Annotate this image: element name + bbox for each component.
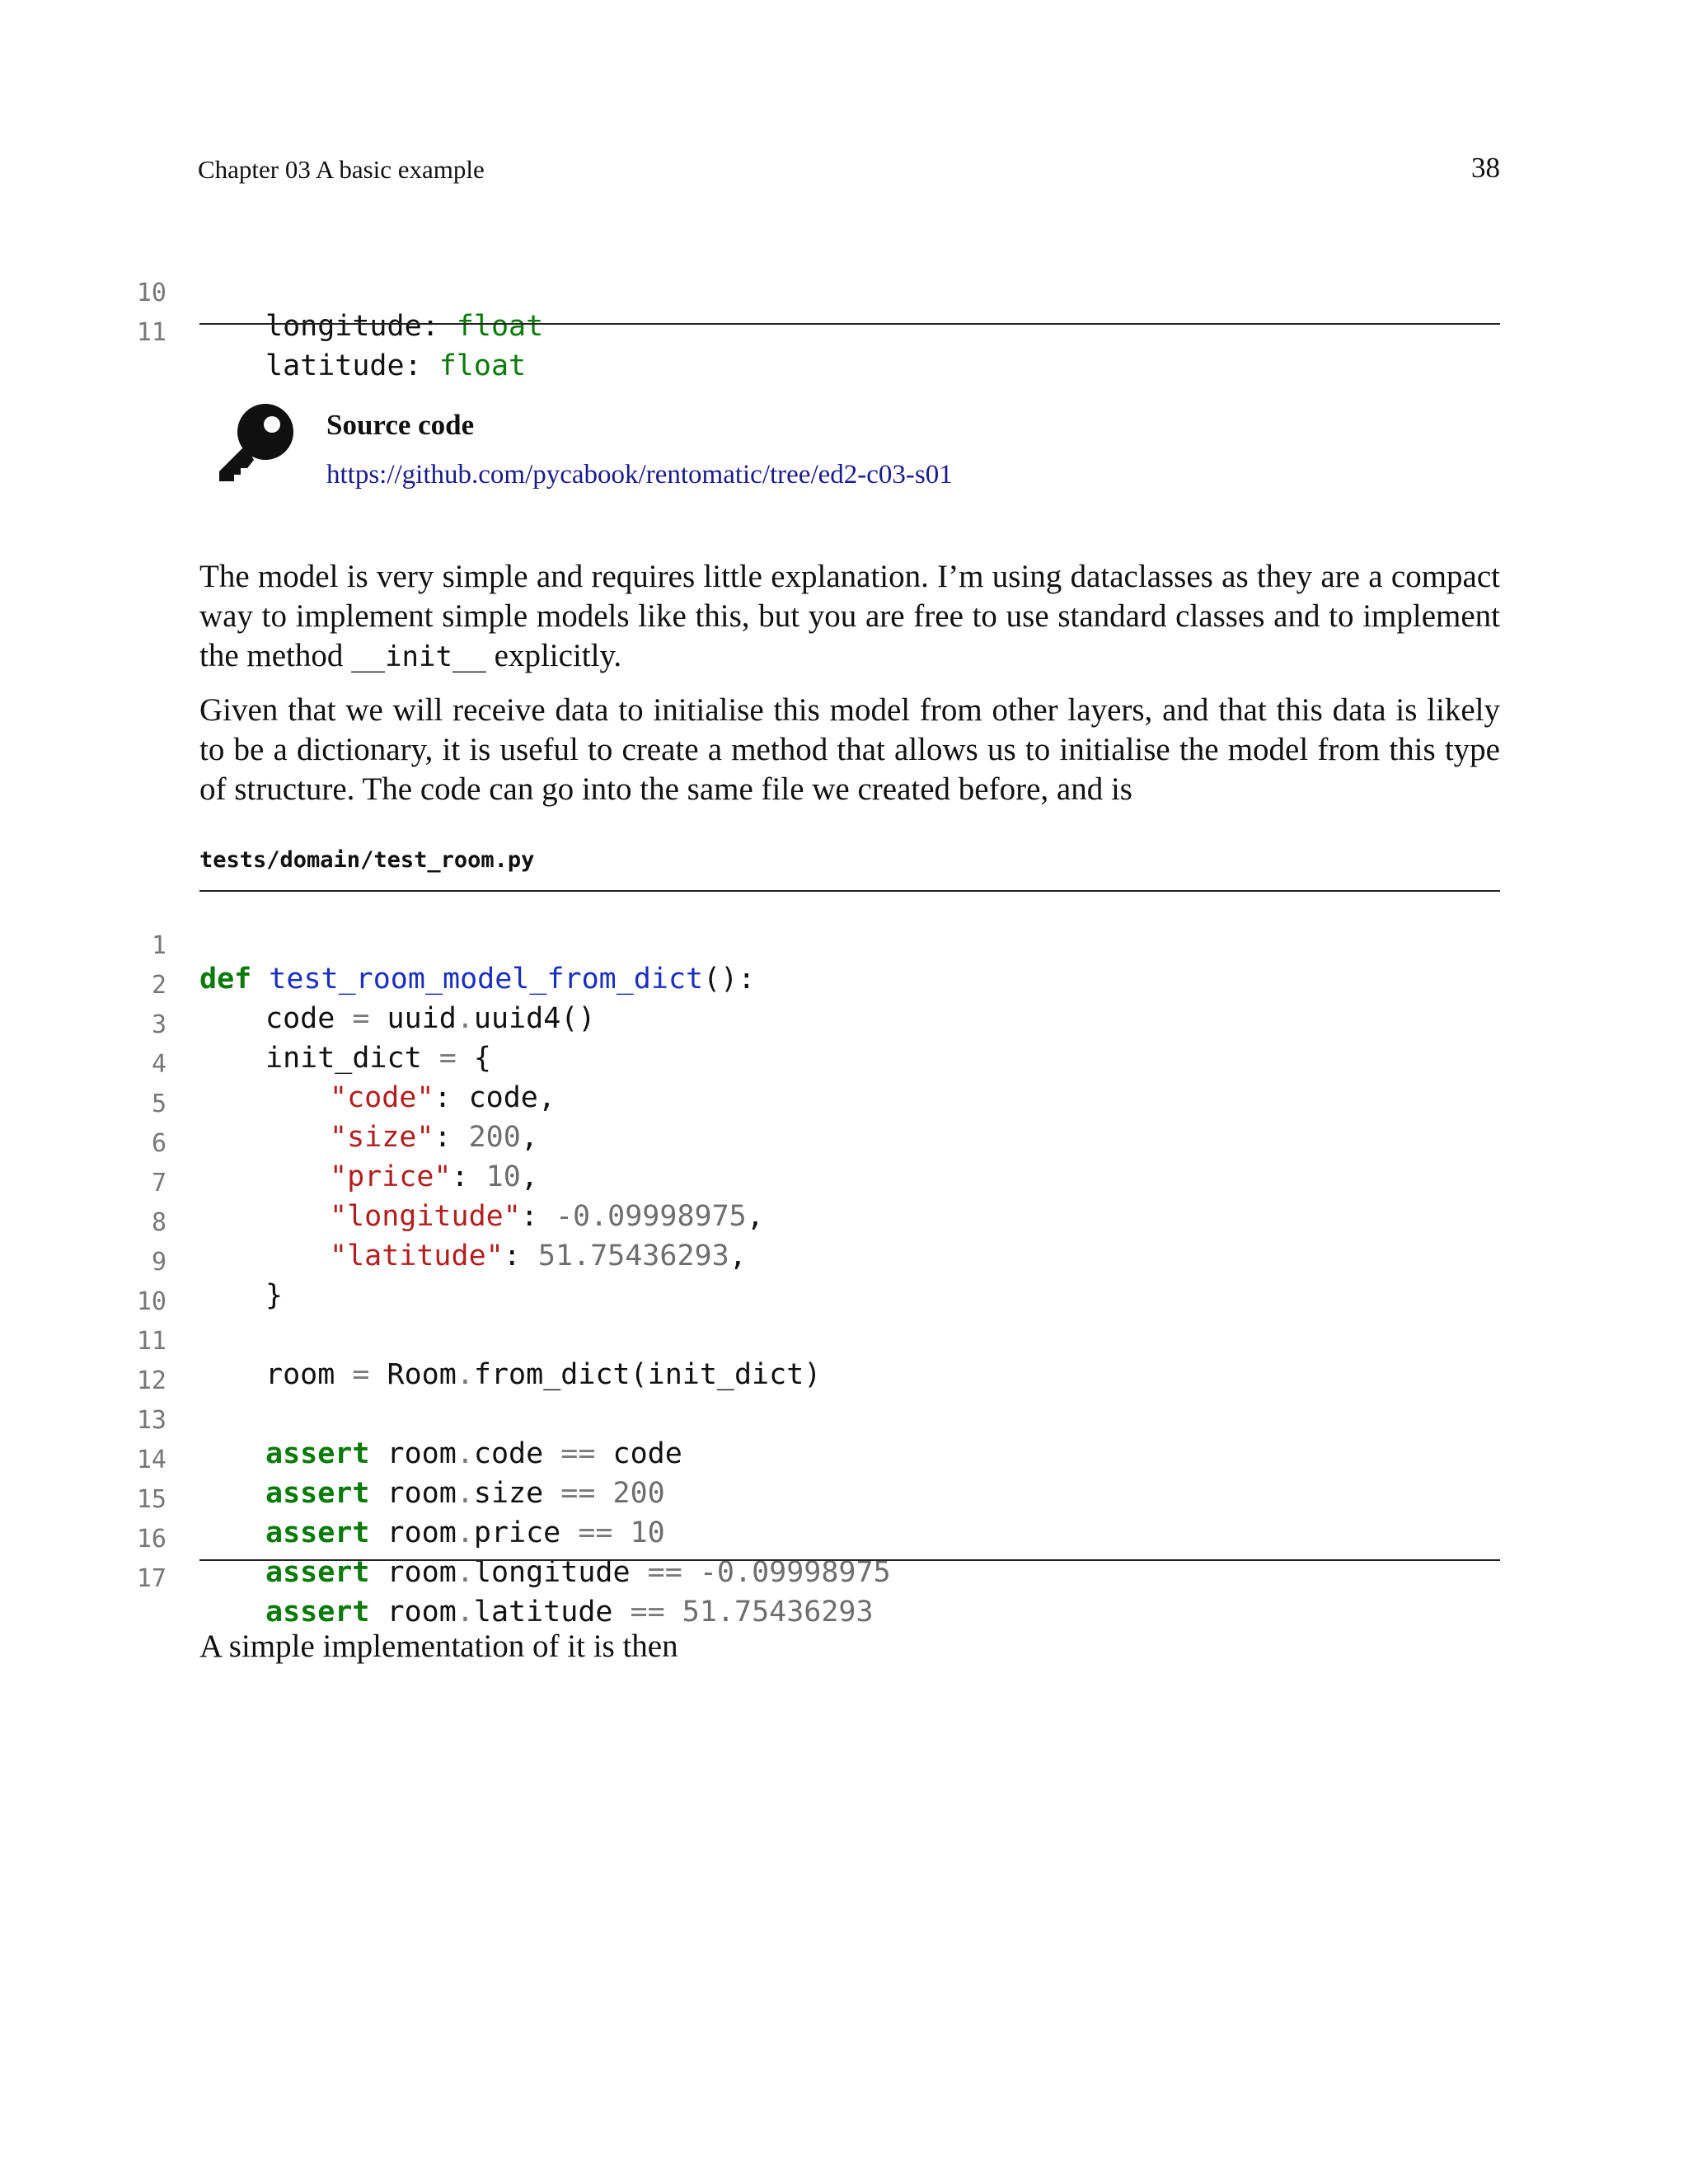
- field-name: latitude: [265, 349, 405, 382]
- keyword: assert: [265, 1437, 370, 1470]
- code-line: 14 assert room.size == 200: [0, 1408, 104, 1447]
- line-number: 3: [151, 1010, 166, 1039]
- source-code-link[interactable]: https://github.com/pycabook/rentomatic/tree/ed2-c03-s01: [326, 460, 953, 490]
- note-title: Source code: [326, 409, 475, 441]
- number-literal: 51.75436293: [537, 1240, 729, 1272]
- number-literal: 200: [468, 1121, 521, 1154]
- code-text: size: [473, 1477, 544, 1510]
- operator: =: [352, 1358, 370, 1391]
- code-text: uuid4(): [473, 1002, 596, 1035]
- code-text: :: [520, 1200, 556, 1233]
- line-number: 14: [136, 1446, 166, 1474]
- paragraph: A simple implementation of it is then: [199, 1629, 678, 1664]
- code-text: code: [265, 1002, 335, 1035]
- operator: ==: [578, 1516, 613, 1549]
- number-literal: 51.75436293: [682, 1596, 874, 1629]
- code-text: ,: [520, 1121, 538, 1154]
- code-text: uuid: [387, 1002, 457, 1035]
- operator: ==: [560, 1437, 596, 1470]
- code-text: Room: [387, 1358, 457, 1391]
- line-number: 2: [151, 971, 166, 1000]
- paragraph: Given that we will receive data to initialise this model from other layers, and that this data is likely to be a dictionary, it is useful to create a method that allows us to initialise the model from this type of structure. The code can go into the same file we created before, and is: [199, 692, 1500, 807]
- line-number: 11: [136, 318, 166, 347]
- code-line: 16 assert room.longitude == -0.09998975: [0, 1487, 104, 1526]
- page-number: 38: [1471, 152, 1500, 184]
- string-literal: "longitude": [330, 1200, 521, 1233]
- number-literal: -0.09998975: [555, 1200, 747, 1233]
- line-number: 9: [151, 1248, 166, 1277]
- line-number: 16: [136, 1525, 166, 1554]
- code-line: 15 assert room.price == 10: [0, 1447, 104, 1487]
- operator: .: [456, 1358, 474, 1391]
- line-number: 15: [136, 1485, 166, 1514]
- line-number: 13: [136, 1406, 166, 1435]
- code-text: :: [503, 1240, 538, 1272]
- number-literal: 10: [630, 1516, 665, 1549]
- chapter-title: Chapter 03 A basic example: [198, 155, 485, 184]
- code-text: :: [434, 1081, 469, 1114]
- line-number: 6: [151, 1129, 166, 1158]
- type-separator: :: [404, 349, 439, 382]
- code-text: ,: [746, 1200, 764, 1233]
- paragraph-text: explicitly.: [485, 638, 622, 673]
- code-text: latitude: [473, 1596, 613, 1629]
- line-number: 11: [136, 1327, 166, 1356]
- code-line: [0, 893, 756, 996]
- string-literal: "size": [330, 1121, 434, 1154]
- code-text: room: [387, 1477, 457, 1510]
- source-code-note: [213, 402, 1367, 509]
- code-block-bottom-rule: [199, 323, 1500, 325]
- line-number: 12: [136, 1366, 166, 1395]
- paragraph-text: The model is very simple and requires little explanation. I’m using dataclasses as they are a compact way to implement simple models like this, but you are free to use standard classes and to implement the method: [199, 559, 1500, 673]
- type-annotation: float: [456, 310, 544, 343]
- code-text: ():: [703, 963, 756, 996]
- code-text: code: [473, 1437, 544, 1470]
- code-block-top-rule: [199, 890, 1500, 892]
- line-number: 10: [136, 279, 166, 307]
- code-line: 17 assert room.latitude == 51.75436293: [0, 1526, 104, 1566]
- code-text: ,: [520, 1160, 538, 1193]
- operator: =: [352, 1002, 370, 1035]
- line-number: 17: [136, 1564, 166, 1593]
- code-text: :: [451, 1160, 486, 1193]
- field-name: longitude: [265, 310, 422, 343]
- code-text: code: [612, 1437, 682, 1470]
- line-number: 8: [151, 1208, 166, 1237]
- operator: =: [438, 1042, 457, 1075]
- listing-filename: tests/domain/test_room.py: [199, 847, 535, 873]
- number-literal: 200: [612, 1477, 665, 1510]
- number-literal: 10: [485, 1160, 521, 1193]
- line-number: 10: [136, 1287, 166, 1316]
- code-text: room: [387, 1437, 457, 1470]
- line-number: 7: [151, 1169, 166, 1197]
- code-text: price: [473, 1516, 561, 1549]
- type-annotation: float: [438, 349, 527, 382]
- keyword: def: [199, 963, 252, 996]
- paragraph: [199, 557, 1500, 677]
- code-text: from_dict(init_dict): [473, 1358, 822, 1391]
- code-text: :: [434, 1121, 469, 1154]
- string-literal: "price": [330, 1160, 452, 1193]
- code-line: [0, 1249, 166, 1316]
- operator: ==: [630, 1596, 665, 1629]
- key-icon: [213, 402, 295, 485]
- code-line: 13 assert room.code == code: [0, 1368, 104, 1408]
- code-text: room: [387, 1516, 457, 1549]
- code-block-bottom-rule: [199, 1559, 1500, 1561]
- keyword: assert: [265, 1516, 370, 1549]
- running-header: [198, 152, 1500, 191]
- code-text: longitude: [473, 1556, 631, 1589]
- keyword: assert: [265, 1596, 370, 1629]
- code-text: room: [387, 1556, 457, 1589]
- code-text: {: [473, 1042, 491, 1075]
- line-number: 5: [151, 1090, 166, 1118]
- type-separator: :: [421, 310, 457, 343]
- keyword: assert: [265, 1556, 370, 1589]
- code-text: init_dict: [265, 1042, 422, 1075]
- inline-code: __init__: [351, 640, 486, 673]
- code-text: code: [468, 1081, 538, 1114]
- code-text: ,: [729, 1240, 747, 1272]
- code-text: room: [265, 1358, 335, 1391]
- string-literal: "latitude": [330, 1240, 504, 1272]
- keyword: assert: [265, 1477, 370, 1510]
- line-number: 4: [151, 1050, 166, 1079]
- function-name: test_room_model_from_dict: [269, 963, 704, 996]
- code-text: }: [265, 1279, 284, 1312]
- operator: ==: [647, 1556, 682, 1589]
- line-number: 1: [151, 931, 166, 960]
- operator: .: [456, 1002, 474, 1035]
- code-text: ,: [537, 1081, 556, 1114]
- string-literal: "code": [330, 1081, 434, 1114]
- code-text: room: [387, 1596, 457, 1629]
- number-literal: -0.09998975: [699, 1556, 891, 1589]
- operator: ==: [560, 1477, 596, 1510]
